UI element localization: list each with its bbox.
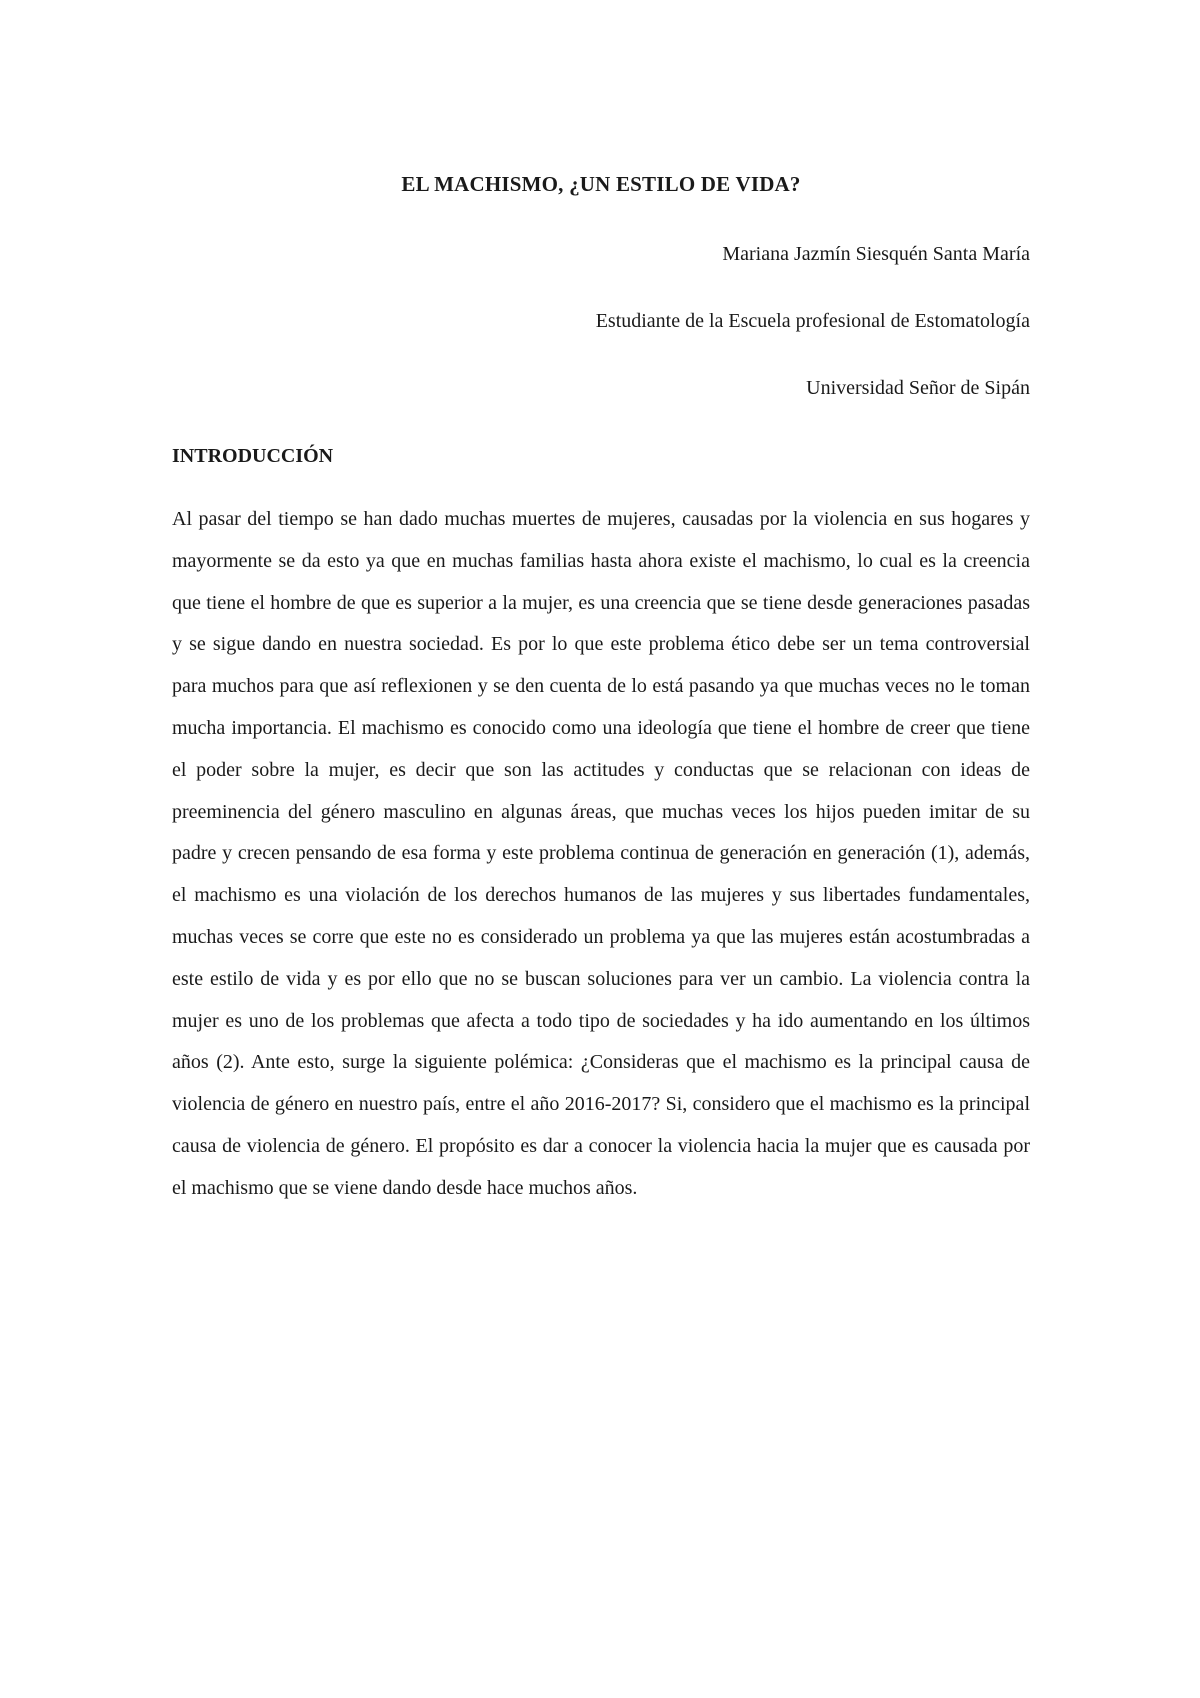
author-name: Mariana Jazmín Siesquén Santa María — [722, 243, 1030, 265]
author-university: Universidad Señor de Sipán — [806, 377, 1030, 399]
introduction-paragraph: Al pasar del tiempo se han dado muchas muertes de mujeres, causadas por la violencia en sus hogares y mayormente se da esto ya que en muchas familias hasta ahora existe el machismo, lo cual es la creencia que tiene el hombre de que es superior a la mujer, es una creencia que se tiene desde generaciones pasadas y se sigue dando en nuestra sociedad. Es por lo que este problema ético debe ser un tema controversial para muchos para que así reflexionen y se den cuenta de lo está pasando ya que muchas veces no le toman mucha importancia. El machismo es conocido como una ideología que tiene el hombre de creer que tiene el poder sobre la mujer, es decir que son las actitudes y conductas que se relacionan con ideas de preeminencia del género masculino en algunas áreas, que muchas veces los hijos pueden imitar de su padre y crecen pensando de esa forma y este problema continua de generación en generación (1), además, el machismo es una violación de los derechos humanos de las mujeres y sus libertades fundamentales, muchas veces se corre que este no es considerado un problema ya que las mujeres están acostumbradas a este estilo de vida y es por ello que no se buscan soluciones para ver un cambio. La violencia contra la mujer es uno de los problemas que afecta a todo tipo de sociedades y ha ido aumentando en los últimos años (2). Ante esto, surge la siguiente polémica: ¿Consideras que el machismo es la principal causa de violencia de género en nuestro país, entre el año 2016-2017? Si, considero que el machismo es la principal causa de violencia de género. El propósito es dar a conocer la violencia hacia la mujer que es causada por el machismo que se viene dando desde hace muchos años. — [172, 508, 1030, 1199]
section-heading: INTRODUCCIÓN — [172, 445, 334, 467]
document-title: EL MACHISMO, ¿UN ESTILO DE VIDA? — [401, 172, 801, 196]
author-affiliation: Estudiante de la Escuela profesional de Estomatología — [595, 310, 1030, 332]
